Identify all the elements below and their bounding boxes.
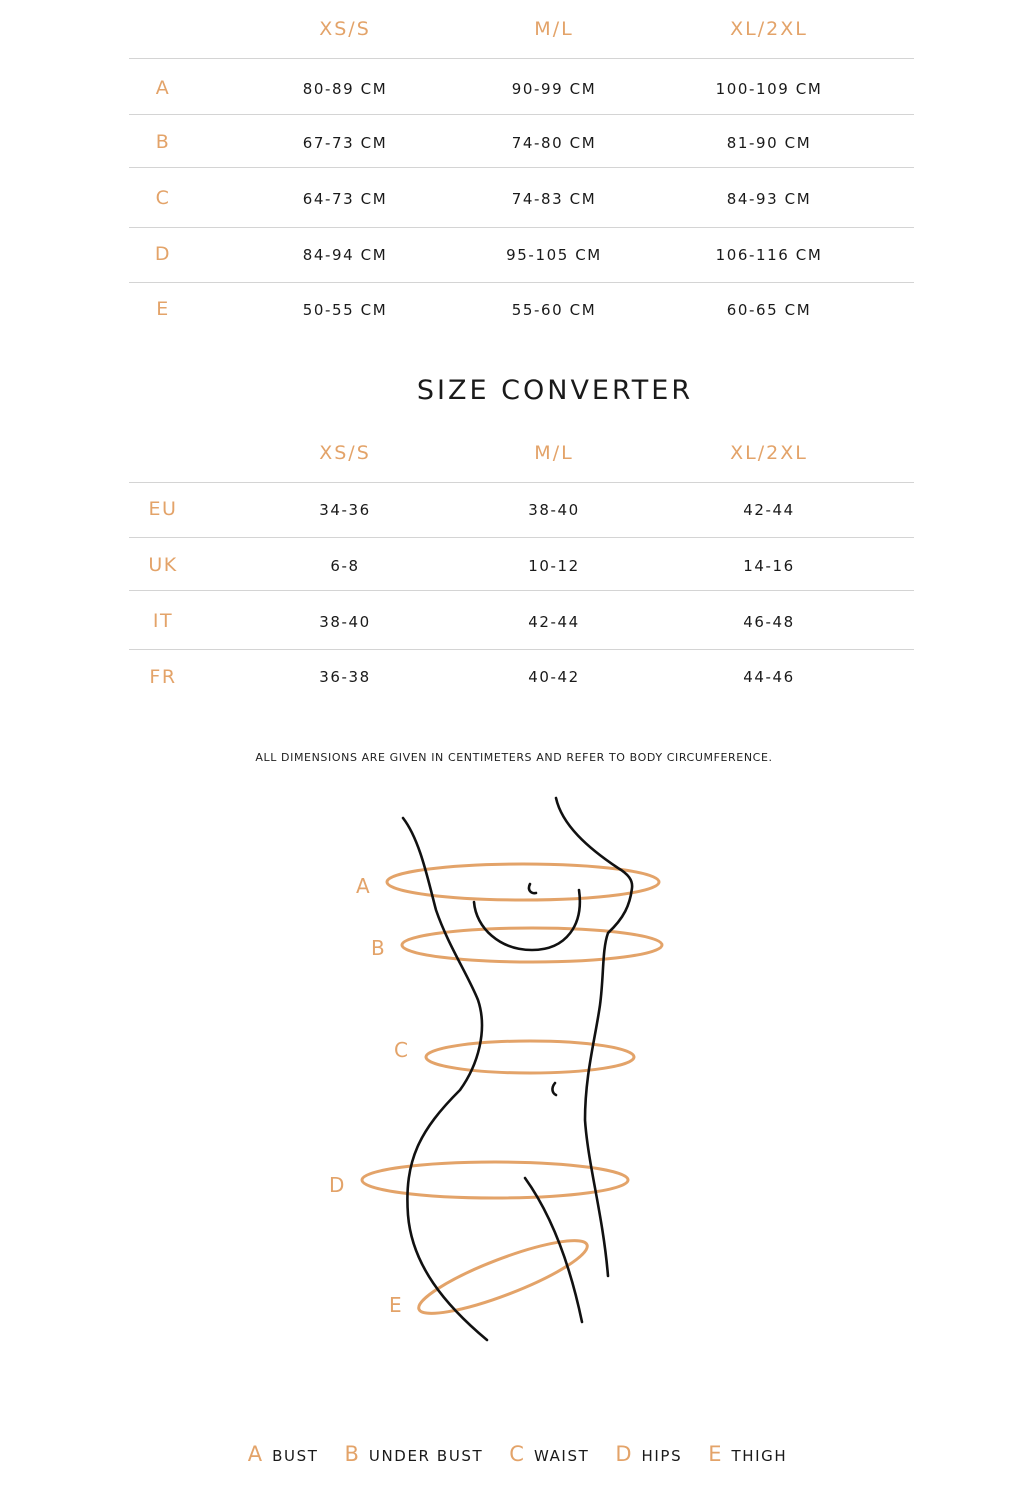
table-cell: 74-80 CM xyxy=(511,134,597,152)
ring-thigh xyxy=(413,1228,594,1326)
legend-item-waist xyxy=(509,1442,589,1466)
row-label-d: D xyxy=(154,243,172,265)
table-cell: 81-90 CM xyxy=(726,134,812,152)
table-cell: 46-48 xyxy=(743,613,795,631)
table-cell: 6-8 xyxy=(330,557,360,575)
row-label-a: A xyxy=(155,77,171,99)
legend-item-thigh xyxy=(708,1442,787,1466)
table-cell: 55-60 CM xyxy=(511,301,597,319)
table-cell: 38-40 xyxy=(319,613,371,631)
legend-label: BUST xyxy=(272,1447,319,1465)
table-cell: 90-99 CM xyxy=(511,80,597,98)
legend-item-hips xyxy=(615,1442,682,1466)
table-cell: 44-46 xyxy=(743,668,795,686)
table-cell: 74-83 CM xyxy=(511,190,597,208)
legend-letter: D xyxy=(615,1442,632,1466)
table-cell: 50-55 CM xyxy=(302,301,388,319)
table-cell: 100-109 CM xyxy=(715,80,823,98)
dimensions-note: ALL DIMENSIONS ARE GIVEN IN CENTIMETERS AND REFER TO BODY CIRCUMFERENCE. xyxy=(255,751,773,764)
table-cell: 84-93 CM xyxy=(726,190,812,208)
legend-letter: B xyxy=(344,1442,359,1466)
column-header-xs-s: XS/S xyxy=(319,18,371,40)
table-cell: 106-116 CM xyxy=(715,246,823,264)
table-cell: 42-44 xyxy=(528,613,580,631)
row-label-e: E xyxy=(156,298,170,320)
table-cell: 34-36 xyxy=(319,501,371,519)
table-cell: 10-12 xyxy=(528,557,580,575)
table-cell: 80-89 CM xyxy=(302,80,388,98)
table-cell: 14-16 xyxy=(743,557,795,575)
figure-labels xyxy=(329,874,408,1317)
row-label-fr: FR xyxy=(149,666,177,688)
table-cell: 38-40 xyxy=(528,501,580,519)
legend-label: UNDER BUST xyxy=(368,1447,484,1465)
table-cell: 67-73 CM xyxy=(302,134,388,152)
figure-label-d: D xyxy=(329,1173,345,1197)
legend-label: HIPS xyxy=(641,1447,683,1465)
column-header-xl-2xl: XL/2XL xyxy=(730,442,808,464)
legend-item-bust xyxy=(248,1442,319,1466)
legend-letter: C xyxy=(509,1442,524,1466)
measurement-rings xyxy=(362,864,662,1326)
table-cell: 64-73 CM xyxy=(302,190,388,208)
ring-hips xyxy=(362,1162,628,1198)
figure-label-a: A xyxy=(356,874,370,898)
column-header-xs-s: XS/S xyxy=(319,442,371,464)
figure-label-c: C xyxy=(394,1038,408,1062)
table-cell: 84-94 CM xyxy=(302,246,388,264)
measurement-legend xyxy=(0,1442,1035,1466)
table-cell: 60-65 CM xyxy=(726,301,812,319)
inner-thigh-contour xyxy=(525,1178,582,1322)
legend-item-under-bust xyxy=(344,1442,483,1466)
ring-under-bust xyxy=(402,928,662,962)
ring-waist xyxy=(426,1041,634,1073)
row-label-it: IT xyxy=(152,610,174,632)
legend-letter: A xyxy=(247,1442,263,1466)
row-label-c: C xyxy=(155,187,171,209)
table-cell: 36-38 xyxy=(319,668,371,686)
legend-label: THIGH xyxy=(731,1447,788,1465)
table-cell: 40-42 xyxy=(528,668,580,686)
column-header-m-l: M/L xyxy=(534,18,574,40)
figure-label-b: B xyxy=(371,936,385,960)
row-label-b: B xyxy=(155,131,171,153)
column-header-m-l: M/L xyxy=(534,442,574,464)
row-label-uk: UK xyxy=(148,554,178,576)
front-contour xyxy=(556,798,632,1276)
navel-mark xyxy=(552,1083,556,1095)
row-label-eu: EU xyxy=(148,498,178,520)
size-converter-title: SIZE CONVERTER xyxy=(416,375,694,406)
legend-label: WAIST xyxy=(533,1447,590,1465)
legend-letter: E xyxy=(708,1442,722,1466)
figure-label-e: E xyxy=(389,1293,402,1317)
table-cell: 95-105 CM xyxy=(506,246,602,264)
nipple-mark xyxy=(529,884,536,893)
column-header-xl-2xl: XL/2XL xyxy=(730,18,808,40)
table-cell: 42-44 xyxy=(743,501,795,519)
